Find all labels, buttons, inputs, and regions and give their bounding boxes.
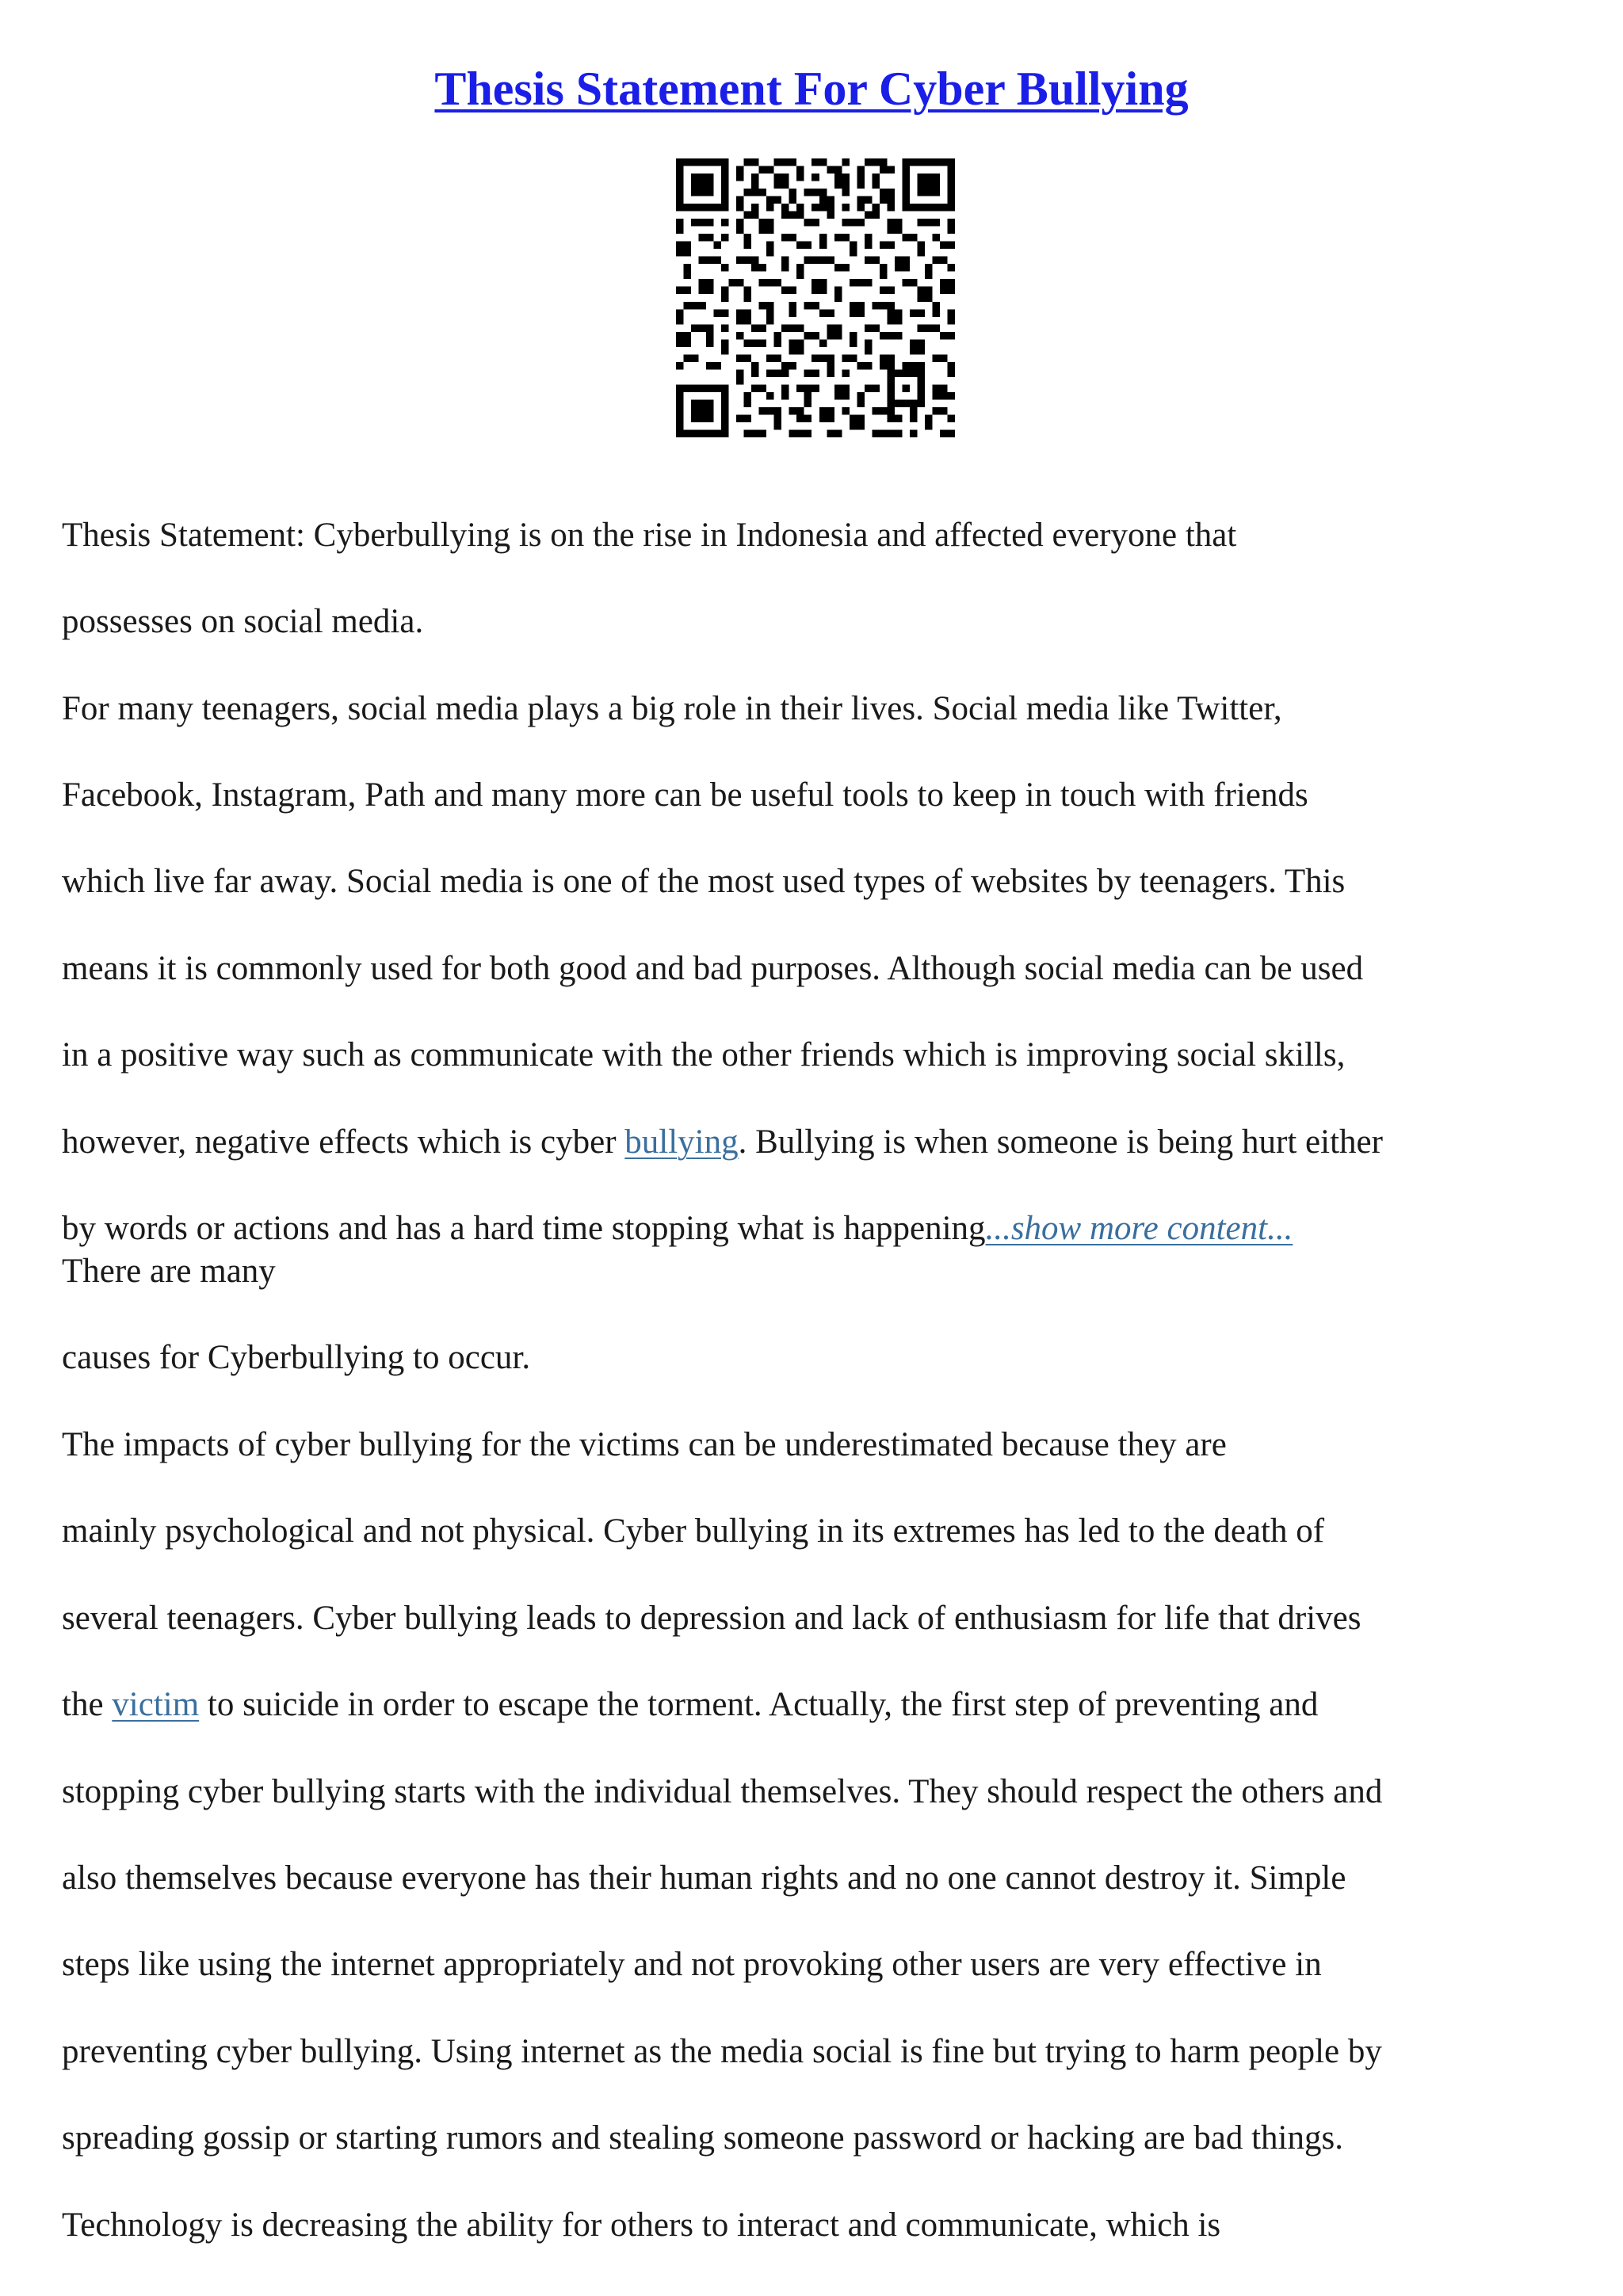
body-line: several teenagers. Cyber bullying leads to depression and lack of enthusiasm for life that drives bbox=[62, 1600, 1361, 1637]
page-title[interactable]: Thesis Statement For Cyber Bullying bbox=[434, 63, 1189, 115]
show-more-link[interactable]: ...show more content... bbox=[985, 1210, 1293, 1247]
body-line: by words or actions and has a hard time stopping what is happening...show more content... bbox=[62, 1210, 1293, 1247]
body-line: Facebook, Instagram, Path and many more can be useful tools to keep in touch with friends bbox=[62, 776, 1308, 814]
body-line: in a positive way such as communicate with the other friends which is improving social skills, bbox=[62, 1036, 1346, 1074]
body-line: Technology is decreasing the ability for others to interact and communicate, which is bbox=[62, 2206, 1221, 2244]
body-line: the victim to suicide in order to escape the torment. Actually, the first step of preventing and bbox=[62, 1686, 1319, 1723]
victim-link[interactable]: victim bbox=[112, 1686, 200, 1723]
body-line: preventing cyber bullying. Using internet as the media social is fine but trying to harm people by bbox=[62, 2033, 1382, 2070]
body-line: mainly psychological and not physical. Cyber bullying in its extremes has led to the death of bbox=[62, 1512, 1325, 1550]
bullying-link[interactable]: bullying bbox=[624, 1123, 739, 1161]
body-line: means it is commonly used for both good and bad purposes. Although social media can be used bbox=[62, 950, 1364, 987]
body-line: steps like using the internet appropriately and not provoking other users are very effective in bbox=[62, 1946, 1322, 1983]
qr-code bbox=[676, 158, 955, 437]
body-line: causes for Cyberbullying to occur. bbox=[62, 1339, 531, 1376]
body-line: Thesis Statement: Cyberbullying is on the rise in Indonesia and affected everyone that bbox=[62, 517, 1237, 554]
body-line: There are many bbox=[62, 1253, 276, 1290]
body-line: possesses on social media. bbox=[62, 603, 424, 640]
body-line: however, negative effects which is cyber bullying. Bullying is when someone is being hurt either bbox=[62, 1123, 1383, 1161]
body-line: For many teenagers, social media plays a big role in their lives. Social media like Twitter, bbox=[62, 690, 1282, 727]
body-line: spreading gossip or starting rumors and stealing someone password or hacking are bad things. bbox=[62, 2119, 1343, 2157]
body-line: which live far away. Social media is one of the most used types of websites by teenagers. This bbox=[62, 863, 1346, 900]
body-line: stopping cyber bullying starts with the individual themselves. They should respect the others and bbox=[62, 1773, 1383, 1810]
body-line: also themselves because everyone has their human rights and no one cannot destroy it. Simple bbox=[62, 1859, 1346, 1897]
body-line: The impacts of cyber bullying for the victims can be underestimated because they are bbox=[62, 1426, 1227, 1463]
